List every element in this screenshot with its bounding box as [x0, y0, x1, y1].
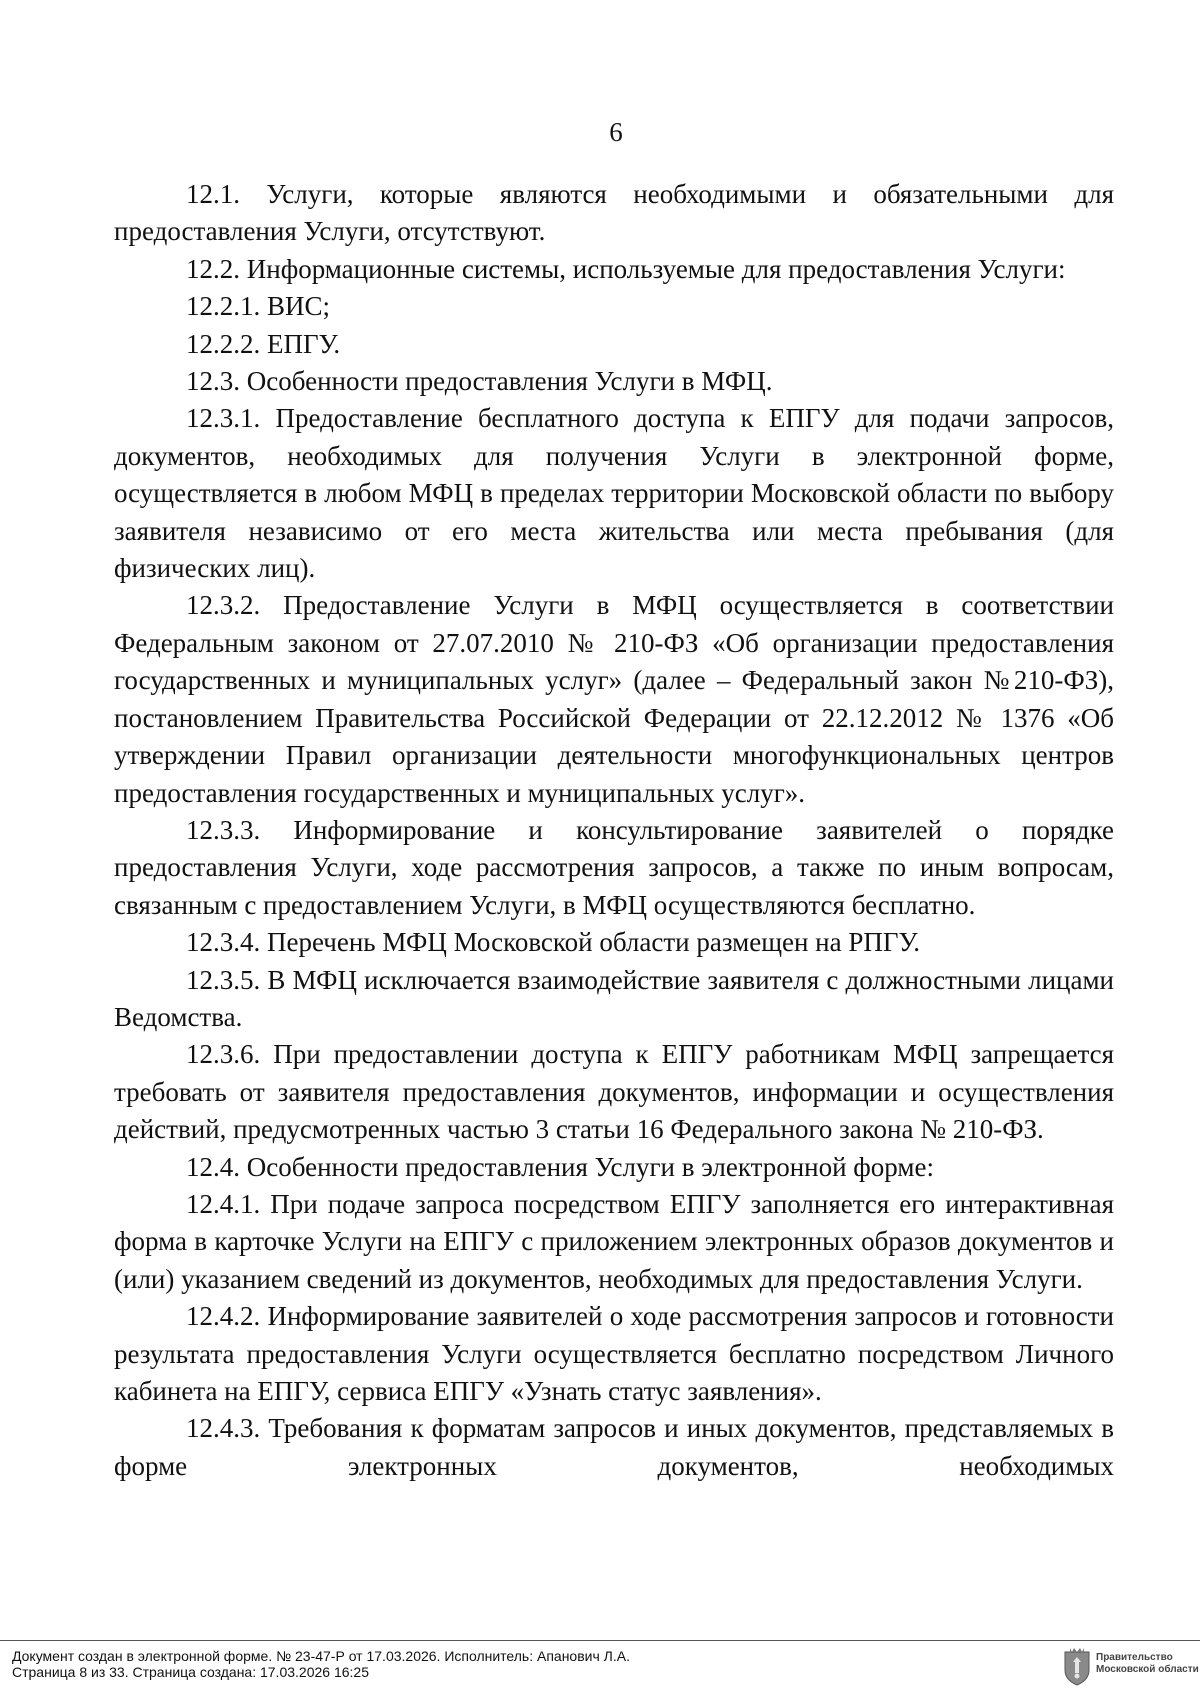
paragraph-12-4-2: 12.4.2. Информирование заявителей о ходе рассмотрения запросов и готовности результата предоставления Услуги осуществляется бесплатно посредством Личного кабинета на ЕПГУ, сервиса ЕПГУ «Узнать статус заявления».: [114, 1301, 1114, 1406]
page-number: 6: [609, 117, 623, 147]
paragraph-12-4: 12.4. Особенности предоставления Услуги в электронной форме:: [186, 1151, 934, 1182]
footer-logo-line1: Правительство: [1096, 1652, 1173, 1663]
paragraph-12-2: 12.2. Информационные системы, используемые для предоставления Услуги:: [186, 253, 1066, 284]
document-body: [114, 176, 1114, 1485]
footer-document-info: Документ создан в электронной форме. № 23-47-Р от 17.03.2026. Исполнитель: Апанович Л.А.: [12, 1648, 630, 1664]
paragraph-12-1: 12.1. Услуги, которые являются необходимыми и обязательными для предоставления Услуги, отсутствуют.: [114, 179, 1114, 247]
footer-logo: [1062, 1646, 1199, 1690]
footer-logo-text: [1096, 1652, 1199, 1676]
paragraph-12-3-3: 12.3.3. Информирование и консультирование заявителей о порядке предоставления Услуги, ходе рассмотрения запросов, а также по иным вопросам, связанным с предоставлением Услуги, в МФЦ осуществляются бесплатно.: [114, 814, 1114, 920]
paragraph-12-2-2: 12.2.2. ЕПГУ.: [186, 328, 341, 359]
paragraph-12-4-1: 12.4.1. При подаче запроса посредством ЕПГУ заполняется его интерактивная форма в карточке Услуги на ЕПГУ с приложением электронных образов документов и (или) указанием сведений из документов, необходимых для предоставления Услуги.: [114, 1188, 1114, 1294]
footer-divider: [0, 1640, 1200, 1641]
paragraph-12-3-4: 12.3.4. Перечень МФЦ Московской области размещен на РПГУ.: [186, 927, 920, 958]
paragraph-12-3-5: 12.3.5. В МФЦ исключается взаимодействие заявителя с должностными лицами Ведомства.: [114, 964, 1114, 1032]
moscow-region-emblem-icon: [1062, 1646, 1092, 1686]
footer-info: [12, 1648, 630, 1680]
paragraph-12-2-1: 12.2.1. ВИС;: [186, 291, 331, 322]
paragraph-12-3-1: 12.3.1. Предоставление бесплатного доступа к ЕПГУ для подачи запросов, документов, необходимых для получения Услуги в электронной форме, осуществляется в любом МФЦ в пределах территории Московской области по выбору заявителя независимо от его места жительства или места пребывания (для физических лиц).: [114, 403, 1114, 584]
footer-page-info: Страница 8 из 33. Страница создана: 17.03.2026 16:25: [12, 1664, 369, 1680]
footer-logo-line2: Московской области: [1096, 1664, 1199, 1675]
paragraph-12-3-6: 12.3.6. При предоставлении доступа к ЕПГУ работникам МФЦ запрещается требовать от заявителя предоставления документов, информации и осуществления действий, предусмотренных частью 3 статьи 16 Федерального закона № 210-ФЗ.: [114, 1039, 1114, 1145]
paragraph-12-3: 12.3. Особенности предоставления Услуги в МФЦ.: [186, 366, 773, 397]
paragraph-12-3-2: 12.3.2. Предоставление Услуги в МФЦ осуществляется в соответствии Федеральным законом от 27.07.2010 № 210-ФЗ «Об организации предоставления государственных и муниципальных услуг» (далее – Федеральный закон №210-ФЗ), постановлением Правительства Российской Федерации от 22.12.2012 № 1376 «Об утверждении Правил организации деятельности многофункциональных центров предоставления государственных и муниципальных услуг».: [114, 590, 1114, 808]
paragraph-12-4-3: 12.4.3. Требования к форматам запросов и иных документов, представляемых в форме электронных документов, необходимых: [114, 1413, 1114, 1481]
